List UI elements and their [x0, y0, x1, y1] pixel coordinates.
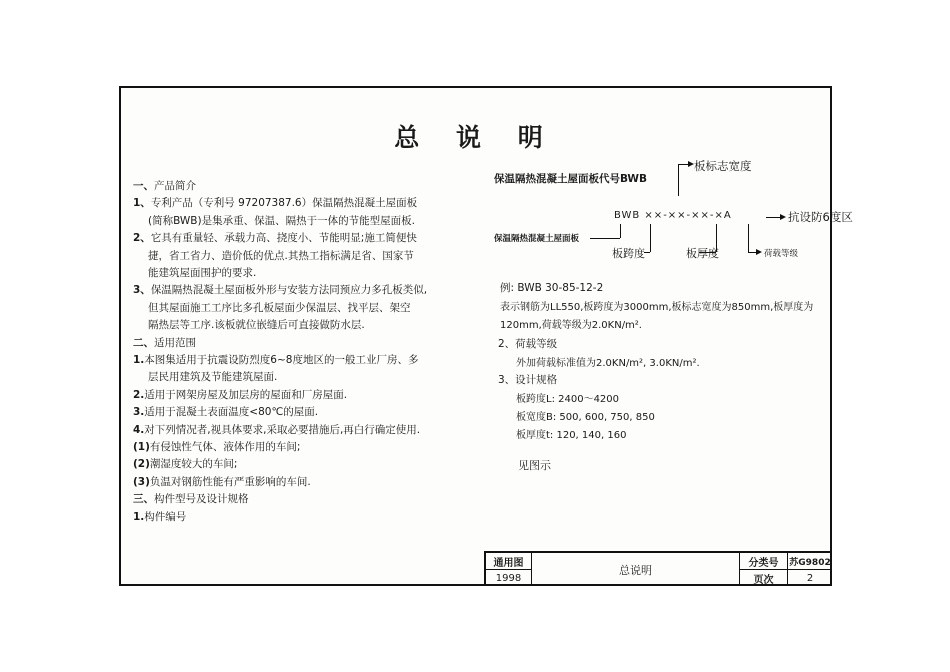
left-text-line — [133, 230, 417, 245]
left-line-number: 一、 — [133, 180, 154, 192]
diagram-leader-span-v — [650, 224, 651, 252]
left-text-line — [133, 195, 417, 210]
left-column — [133, 178, 493, 528]
left-line-text: 捷，省工省力、造价低的优点.其热工指标满足省、国家节 — [148, 249, 414, 262]
drawing-sheet — [119, 86, 853, 586]
title-block — [484, 551, 832, 586]
title-block-name: 总说明 — [532, 553, 740, 586]
diagram-leader-width-v — [678, 164, 679, 196]
right-column — [494, 159, 853, 488]
left-text-line — [148, 265, 256, 280]
left-line-number: 3、 — [133, 284, 151, 297]
label-seismic: 抗设防6度区 — [788, 210, 853, 224]
left-line-number: 1、 — [133, 197, 151, 210]
load-heading: 2、荷载等级 — [498, 338, 558, 350]
label-thickness: 板厚度 — [686, 247, 719, 260]
left-line-number: 1. — [133, 510, 145, 523]
left-text-line — [133, 422, 420, 437]
label-width-mark: 板标志宽度 — [694, 159, 752, 173]
left-text-line — [133, 491, 249, 506]
left-line-text: 负温对钢筋性能有严重影响的车间. — [149, 475, 311, 488]
example-desc-1: 表示钢筋为LL550,板跨度为3000mm,板标志宽度为850mm,板厚度为 — [500, 302, 814, 313]
left-line-text: 适用于网架房屋及加层房的屋面和厂房屋面. — [144, 388, 348, 401]
diagram-leader-name-v — [620, 224, 621, 238]
diagram-leader-load-v — [748, 224, 749, 252]
page-title: 总 说 明 — [394, 123, 557, 152]
left-text-line — [133, 352, 418, 367]
spec-thickness: 板厚度t: 120, 140, 160 — [516, 430, 627, 441]
diagram-arrow-load — [756, 249, 762, 255]
label-load-grade: 荷载等级 — [764, 249, 799, 259]
left-line-text: 保温隔热混凝土屋面板外形与安装方法同预应力多孔板类似, — [150, 284, 428, 297]
left-line-text: 但其屋面施工工序比多孔板屋面少保温层、找平层、架空 — [148, 301, 411, 314]
left-text-line — [148, 213, 415, 228]
left-line-text: 它具有重量轻、承载力高、挠度小、节能明显;施工简便快 — [150, 232, 417, 245]
left-line-number: 二、 — [133, 336, 154, 349]
left-line-text: 构件编号 — [144, 510, 187, 523]
left-text-line — [133, 509, 186, 524]
title-block-page-label: 页次 — [740, 570, 788, 586]
left-line-text: 潮湿度较大的车间; — [149, 458, 238, 471]
left-line-number: 2、 — [133, 232, 151, 245]
spec-heading: 3、设计规格 — [498, 374, 558, 386]
label-name: 保温隔热混凝土屋面板 — [494, 234, 580, 244]
diagram-arrow-width — [688, 161, 694, 167]
left-line-number: 3. — [133, 406, 145, 419]
left-line-number: 2. — [133, 388, 145, 401]
left-line-text: 本图集适用于抗震设防烈度6~8度地区的一般工业厂房、多 — [144, 354, 419, 366]
left-line-number: (2) — [133, 458, 150, 471]
title-block-class-label: 分类号 — [740, 553, 788, 570]
left-text-line — [133, 456, 237, 471]
title-block-page-value: 2 — [806, 572, 814, 584]
left-text-line — [133, 439, 300, 454]
left-line-number: (3) — [133, 475, 150, 488]
title-block-class-value: 苏G9802 — [788, 553, 832, 570]
example-code: 例: BWB 30-85-12-2 — [500, 282, 604, 294]
left-text-line — [148, 317, 365, 332]
left-line-number: 4. — [133, 423, 145, 436]
left-line-text: 专利产品（专利号 97207387.6）保温隔热混凝土屋面板 — [150, 197, 418, 210]
left-line-text: 有侵蚀性气体、液体作用的车间; — [149, 441, 301, 453]
left-line-text: 隔热层等工序.该板就位嵌缝后可直接做防水层. — [148, 319, 365, 332]
title-block-year: 1998 — [486, 570, 532, 586]
left-line-text: 适用范围 — [154, 336, 196, 349]
left-text-line — [148, 248, 414, 263]
left-text-line — [148, 300, 411, 315]
diagram-arrow-seismic — [780, 214, 786, 220]
see-figure: 见图示 — [518, 459, 551, 472]
left-text-line — [133, 387, 347, 402]
left-text-line — [133, 404, 318, 419]
left-line-number: 三、 — [133, 493, 154, 506]
diagram-heading: 保温隔热混凝土屋面板代号BWB — [494, 173, 648, 185]
left-line-text: (简称BWB)是集承重、保温、隔热于一体的节能型屋面板. — [148, 214, 415, 227]
load-text: 外加荷载标准值为2.0KN/m², 3.0KN/m². — [516, 358, 700, 369]
left-line-text: 产品简介 — [154, 180, 196, 192]
left-line-text: 适用于混凝土表面温度<80℃的屋面. — [144, 406, 319, 419]
code-line: BWB ××-××-××-×A — [614, 210, 732, 221]
example-desc-2: 120mm,荷载等级为2.0KN/m². — [500, 320, 642, 331]
left-line-text: 能建筑屋面围护的要求. — [148, 267, 257, 279]
left-text-line — [148, 369, 277, 384]
title-block-drawing-type: 通用图 — [486, 553, 532, 570]
left-text-line — [133, 178, 196, 193]
left-line-text: 层民用建筑及节能建筑屋面. — [148, 371, 278, 384]
left-line-text: 对下列情况者,视具体要求,采取必要措施后,再白行确定使用. — [144, 423, 421, 436]
spec-width: 板宽度B: 500, 600, 750, 850 — [516, 412, 655, 423]
label-span: 板跨度 — [612, 247, 645, 260]
left-line-text: 构件型号及设计规格 — [154, 493, 249, 506]
left-text-line — [133, 282, 427, 297]
left-line-number: (1) — [133, 441, 150, 453]
left-line-number: 1. — [133, 354, 145, 366]
left-text-line — [133, 335, 196, 350]
diagram-leader-name-h — [590, 238, 620, 239]
spec-span: 板跨度L: 2400～4200 — [516, 394, 620, 405]
left-text-line — [133, 474, 311, 489]
